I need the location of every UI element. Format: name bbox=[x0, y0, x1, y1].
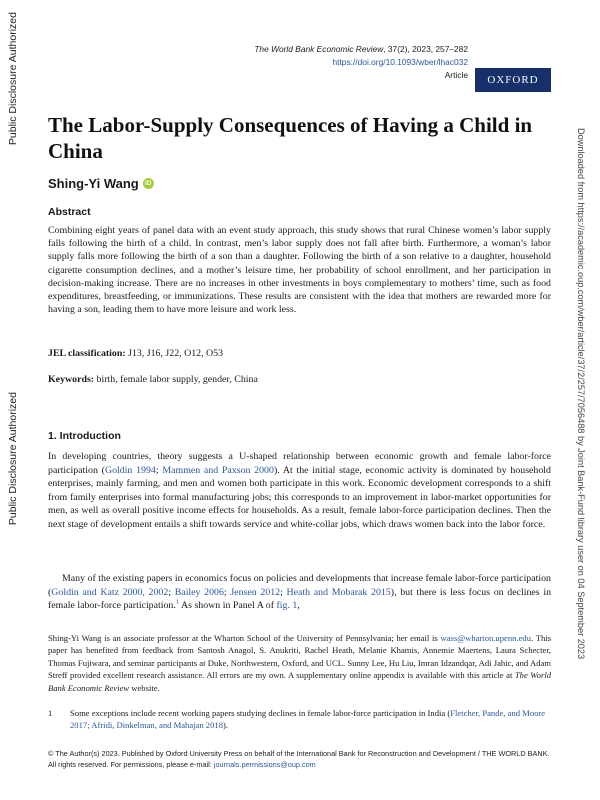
journal-volume-pages: , 37(2), 2023, 257–282 bbox=[383, 44, 468, 54]
copyright-line-2: All rights reserved. For permissions, please e-mail: bbox=[48, 760, 214, 770]
affil-text-c: website. bbox=[129, 682, 160, 693]
p2-text-d: , bbox=[297, 600, 300, 611]
copyright-notice bbox=[48, 748, 551, 770]
citation-bailey-2006[interactable]: Bailey 2006 bbox=[174, 586, 224, 598]
p2-sep-3: ; bbox=[280, 586, 287, 598]
p2-text-b: ), but there is less focus on declines in female labor-force participation. bbox=[48, 586, 552, 611]
orcid-icon[interactable]: iD bbox=[143, 178, 154, 189]
footnote-citations[interactable]: Fletcher, Pande, and Moore 2017; Afridi, Dinkelman, and Mahajan 2018 bbox=[70, 708, 546, 731]
p2-sep-1: ; bbox=[168, 586, 175, 598]
disclosure-stamp-bottom: Public Disclosure Authorized bbox=[7, 392, 19, 526]
citation-jensen-2012[interactable]: Jensen 2012 bbox=[230, 586, 281, 598]
footnote-text bbox=[70, 707, 551, 732]
doi-link[interactable]: https://doi.org/10.1093/wber/lhac032 bbox=[332, 57, 468, 67]
keywords-label: Keywords: bbox=[48, 374, 95, 385]
copyright-line-1: © The Author(s) 2023. Published by Oxford University Press on behalf of the International Bank for Reconstruction and Development / THE WORLD BANK. bbox=[48, 749, 550, 758]
intro-paragraph-1 bbox=[48, 450, 551, 531]
oxford-logo[interactable]: OXFORD bbox=[475, 68, 551, 92]
p1-text-b: ). At the initial stage, economic activity is dominated by household enterprises, mainly farming, and men and women both participate in this work. Economic development corresponds to a shift from family enterprises into formal manufacturing jobs; this corresponds to an improvement in labor-market opportunities for men, as well as overall positive income effects for households. As a result, female labor-force participation declines. Then the next stage of development entails a shift towards service and white-collar jobs, which draws women back into the labor force. bbox=[48, 464, 551, 530]
author-affiliation-note bbox=[48, 632, 551, 694]
journal-citation bbox=[254, 43, 468, 56]
jel-codes: J13, J16, J22, O12, O53 bbox=[128, 348, 224, 359]
citation-mammen-paxson-2000[interactable]: Mammen and Paxson 2000 bbox=[162, 464, 274, 476]
keywords-values: birth, female labor supply, gender, China bbox=[96, 374, 258, 385]
keywords bbox=[48, 374, 258, 385]
citation-goldin-1994[interactable]: Goldin 1994 bbox=[104, 464, 156, 476]
affil-text-b: . This paper has benefited from feedback from Santosh Anagol, S. Anukriti, Rachel Heath, Melanie Khamis, Annemie Maertens, Laura Schecter, Thomas Fujiwara, and seminar participants at Duke, Northwestern, Oxford, and UCL. Sunny Lee, Hu Liu, Imran Idzandqar, Adi Jahic, and Adam Streff provided excellent research assistance. All errors are my own. A supplementary online appendix is available with this article at bbox=[48, 633, 552, 681]
author-name[interactable]: Shing-Yi Wang bbox=[48, 176, 139, 191]
author-line bbox=[48, 176, 154, 191]
figure-1-link[interactable]: fig. 1 bbox=[276, 600, 298, 611]
footnote-1 bbox=[48, 707, 551, 732]
footnote-ref-1[interactable]: 1 bbox=[175, 598, 180, 606]
journal-header bbox=[254, 43, 468, 82]
intro-paragraph-2 bbox=[48, 572, 551, 613]
jel-label: JEL classification: bbox=[48, 348, 126, 359]
abstract-text: Combining eight years of panel data with an event study approach, this study shows that rural Chinese women’s labor supply falls following the birth of a child. In contrast, men’s labor supply does not fall after birth. Furthermore, a woman’s labor supply falls more following the birth of a son than a daughter. Following the birth of a son relative to a daughter, household cigarette consumption declines, and a mother’s leisure time, her probability of school enrollment, and her participation in decision-making increase. There are no increases in other investments in boys complementary to mothers’ time, such as food expenditures, breastfeeding, or immunizations. These results are consistent with the idea that mothers are rewarded more for having a son, leading them to have more leisure and work less. bbox=[48, 225, 551, 316]
p2-text-c: As shown in Panel A of bbox=[179, 600, 277, 611]
abstract-heading: Abstract bbox=[48, 206, 91, 218]
disclosure-stamp-top: Public Disclosure Authorized bbox=[7, 12, 19, 146]
footnote-number: 1 bbox=[48, 708, 53, 718]
paper-title: The Labor-Supply Consequences of Having a Child in China bbox=[48, 113, 533, 163]
left-margin-stamps bbox=[7, 0, 21, 800]
citation-goldin-katz[interactable]: Goldin and Katz 2000, 2002 bbox=[51, 586, 169, 598]
citation-heath-mobarak-2015[interactable]: Heath and Mobarak 2015 bbox=[286, 586, 391, 598]
author-email-link[interactable]: wass@wharton.upenn.edu bbox=[440, 633, 531, 643]
affil-journal-name: The World Bank Economic Review bbox=[48, 670, 552, 693]
p2-sep-2: ; bbox=[223, 586, 231, 598]
permissions-email-link[interactable]: journals.permissions@oup.com bbox=[213, 760, 316, 770]
affil-text-a: Shing-Yi Wang is an associate professor at the Wharton School of the University of Pennsylvania; her email is bbox=[48, 633, 441, 643]
p1-sep: ; bbox=[155, 464, 163, 476]
journal-name: The World Bank Economic Review bbox=[254, 44, 384, 54]
p2-text-a: Many of the existing papers in economics focus on policies and developments that increase female labor-force participation ( bbox=[48, 573, 551, 598]
article-type: Article bbox=[444, 70, 468, 80]
download-watermark: Downloaded from https://academic.oup.com/wber/article/37/2/257/7056488 by Joint Bank-Fund library user on 04 September 2023 bbox=[576, 128, 586, 660]
introduction-heading: 1. Introduction bbox=[48, 430, 121, 442]
footnote-text-a: Some exceptions include recent working papers studying declines in female labor-force participation in India ( bbox=[70, 708, 451, 718]
p1-text-a: In developing countries, theory suggests a U-shaped relationship between economic growth and female labor-force participation ( bbox=[48, 451, 551, 476]
footnote-text-b: ). bbox=[223, 720, 229, 731]
jel-classification bbox=[48, 348, 223, 359]
